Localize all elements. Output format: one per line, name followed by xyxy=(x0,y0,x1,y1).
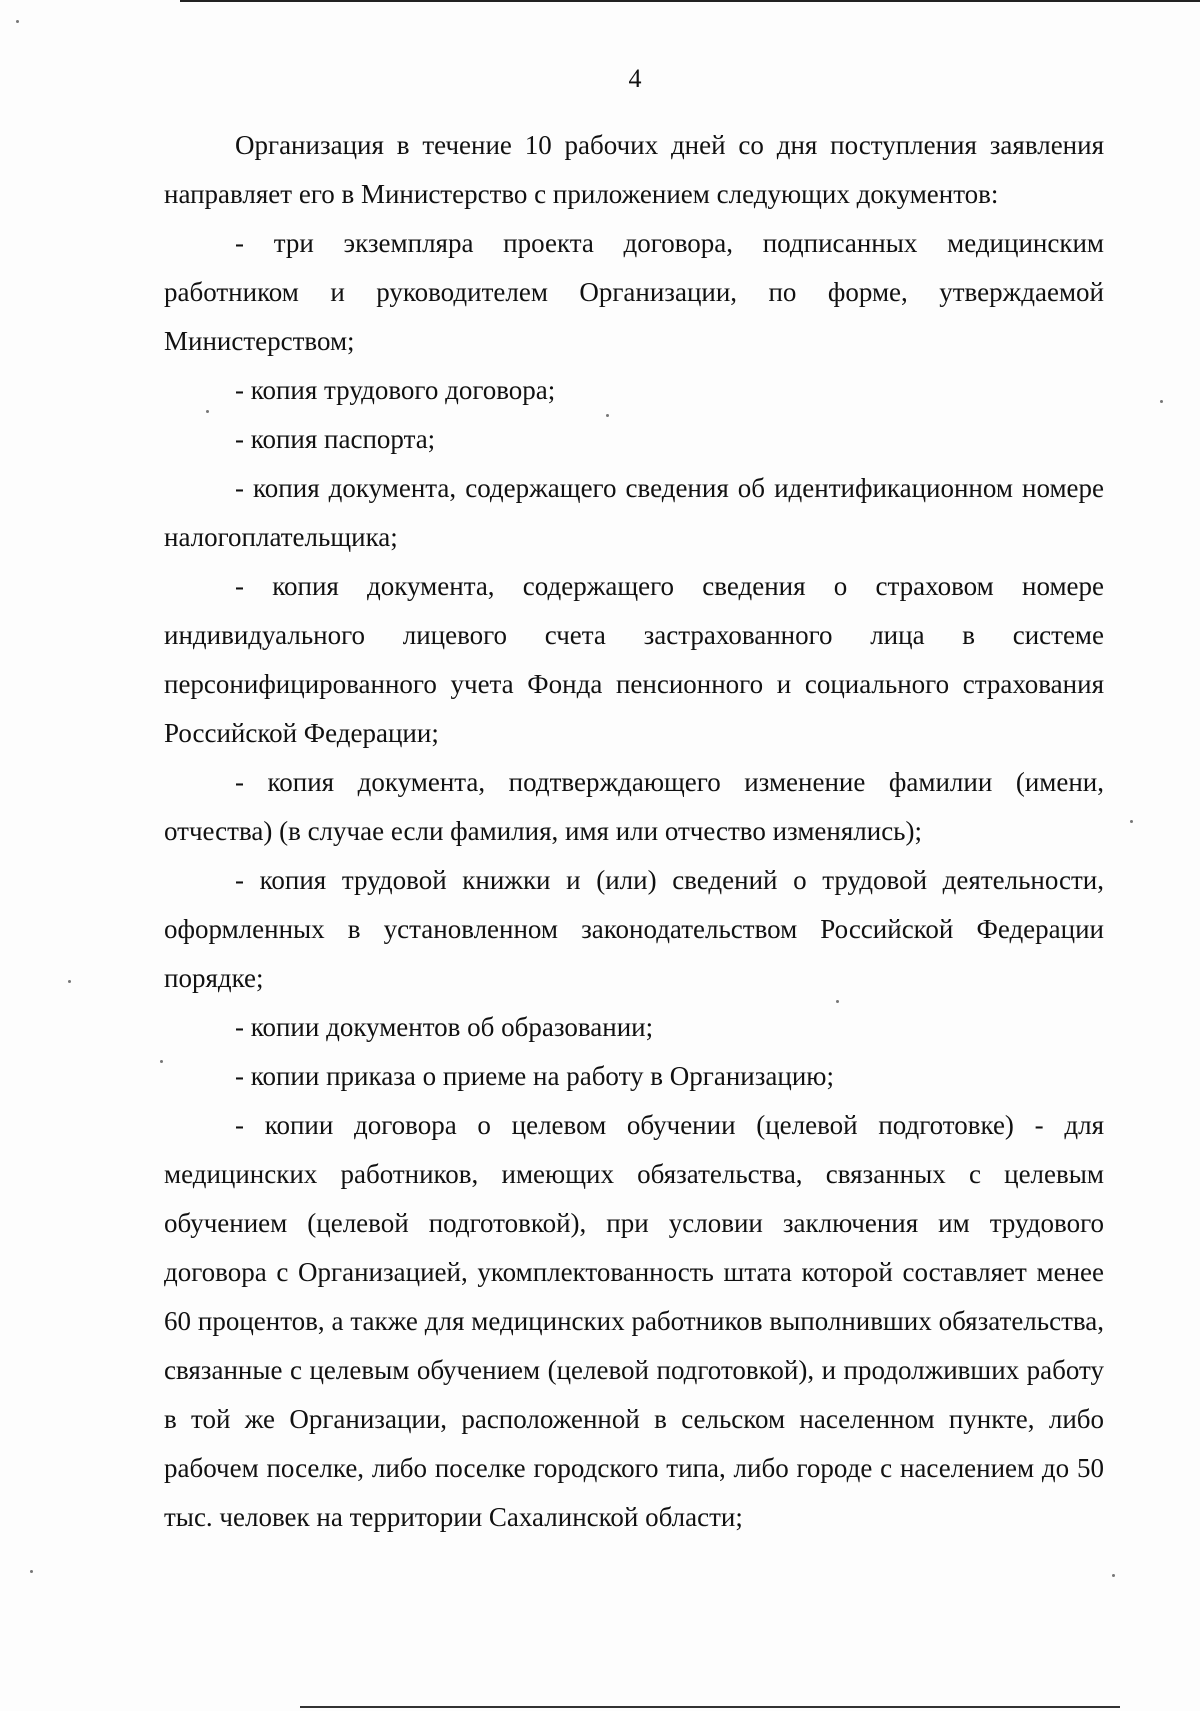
scan-speck xyxy=(30,1570,33,1573)
scan-speck xyxy=(606,414,609,417)
scan-speck xyxy=(1160,400,1163,403)
list-item-tax-number: - копия документа, содержащего сведения об идентификационном номере налогоплательщика; xyxy=(164,473,1104,552)
scan-speck xyxy=(206,410,209,413)
scan-edge-bottom xyxy=(300,1706,1120,1708)
paragraph-intro: Организация в течение 10 рабочих дней со дня поступления заявления направляет его в Министерство с приложением следующих документов: xyxy=(164,130,1104,209)
list-item-insurance-number: - копия документа, содержащего сведения о страховом номере индивидуального лицевого счета застрахованного лица в системе персонифицированного учета Фонда пенсионного и социального страхования Российской Федерации; xyxy=(164,571,1104,748)
scan-speck xyxy=(836,1000,839,1003)
scan-speck xyxy=(68,980,71,983)
scan-edge-top xyxy=(180,0,1200,2)
list-item-targeted-training: - копии договора о целевом обучении (целевой подготовке) - для медицинских работников, имеющих обязательства, связанных с целевым обучением (целевой подготовкой), при условии заключения им трудового договора с Организацией, укомплектованность штата которой составляет менее 60 процентов, а также для медицинских работников выполнивших обязательства, связанные с целевым обучением (целевой подготовкой), и продолживших работу в той же Организации, расположенной в сельском населенном пункте, либо рабочем поселке, либо поселке городского типа, либо городе с населением до 50 тыс. человек на территории Сахалинской области; xyxy=(164,1110,1104,1532)
scan-speck xyxy=(1112,1574,1115,1577)
page-number: 4 xyxy=(628,64,642,93)
scan-speck xyxy=(1130,820,1133,823)
scan-speck xyxy=(160,1060,163,1063)
list-item-passport: - копия паспорта; xyxy=(235,424,436,454)
list-item-labor-contract: - копия трудового договора; xyxy=(235,375,556,405)
document-body xyxy=(164,121,1104,1542)
list-item-education: - копии документов об образовании; xyxy=(235,1012,654,1042)
list-item-name-change: - копия документа, подтверждающего изменение фамилии (имени, отчества) (в случае если фамилия, имя или отчество изменялись); xyxy=(164,767,1104,846)
scan-speck xyxy=(16,20,19,23)
list-item-hiring-order: - копии приказа о приеме на работу в Организацию; xyxy=(235,1061,834,1091)
list-item-contract-draft: - три экземпляра проекта договора, подписанных медицинским работником и руководителем Организации, по форме, утверждаемой Министерством; xyxy=(164,228,1104,356)
list-item-work-record: - копия трудовой книжки и (или) сведений о трудовой деятельности, оформленных в установленном законодательством Российской Федерации порядке; xyxy=(164,865,1104,993)
